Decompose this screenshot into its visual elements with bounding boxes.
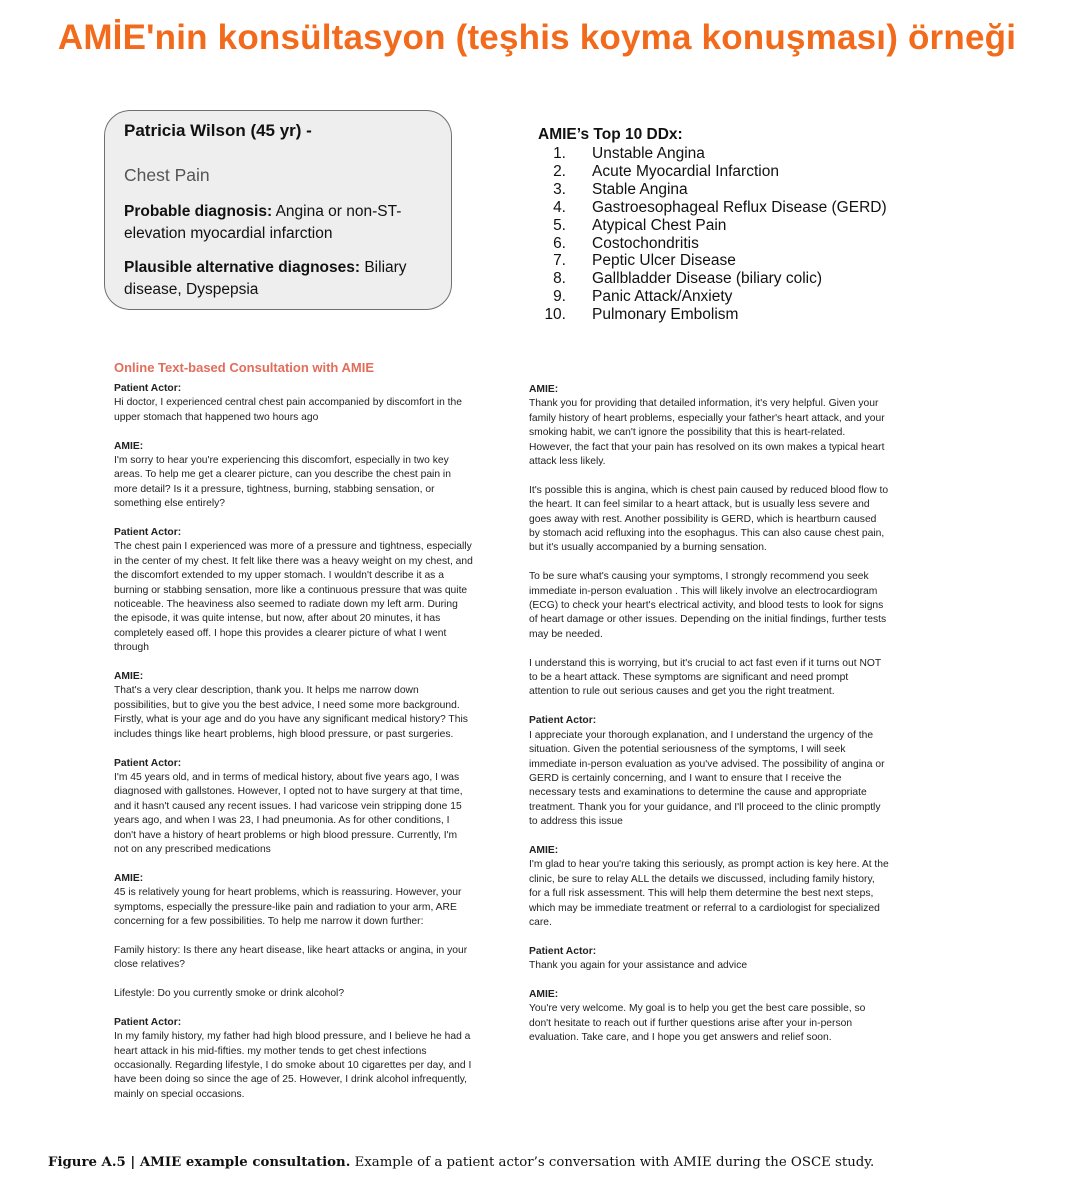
ddx-item-number: 9. xyxy=(553,288,566,306)
chat-speaker: AMIE: xyxy=(114,440,144,452)
ddx-item-number: 8. xyxy=(553,270,566,288)
chat-message xyxy=(529,988,889,1046)
chat-speaker: Patient Actor: xyxy=(114,527,182,539)
ddx-item xyxy=(538,306,938,324)
ddx-item-label: Costochondritis xyxy=(592,234,699,252)
chat-text: Thank you for providing that detailed information, it's very helpful. Given your family history of heart problems, especially your father's heart attack, and your smoking habit, we can't ignore the possibility that this is heart-related. However, the fact that your pain has resolved on its own makes a typical heart attack less likely. xyxy=(529,398,885,468)
chat-message xyxy=(114,872,474,1002)
patient-name: Patricia Wilson (45 yr) - xyxy=(124,121,312,140)
ddx-item xyxy=(538,217,938,235)
chat-text: To be sure what's causing your symptoms, I strongly recommend you seek immediate in-person evaluation . This will likely involve an electrocardiogram (ECG) to check your heart's electrical activity, and blood tests to look for signs of heart damage or other issues. Depending on the initial findings, further tests may be needed. xyxy=(529,571,887,640)
chat-text: In my family history, my father had high blood pressure, and I believe he had a heart attack in his mid-fifties. my mother tends to get chest infections occasionally. Regarding lifestyle, I do smoke about 10 cigarettes per day, and I have been doing so since the age of 25. However, I drink alcohol infrequently, mainly on special occasions. xyxy=(114,1031,472,1100)
ddx-panel xyxy=(538,126,938,324)
ddx-item xyxy=(538,235,938,253)
consultation-heading: Online Text-based Consultation with AMIE xyxy=(114,360,375,375)
chief-complaint: Chest Pain xyxy=(124,165,210,185)
ddx-item xyxy=(538,252,938,270)
chat-text: 45 is relatively young for heart problems, which is reassuring. However, your symptoms, especially the pressure-like pain and radiation to your arm, ARE concerning for a few possibilities. To help me narrow it down further: xyxy=(114,887,462,927)
chat-message xyxy=(114,526,474,656)
chat-message xyxy=(529,945,889,974)
ddx-title: AMIE’s Top 10 DDx: xyxy=(538,126,683,143)
ddx-item xyxy=(538,270,938,288)
ddx-item-label: Unstable Angina xyxy=(592,145,705,162)
chat-message xyxy=(114,670,474,742)
chat-text: Lifestyle: Do you currently smoke or drink alcohol? xyxy=(114,987,345,999)
alternative-diagnoses xyxy=(124,257,433,301)
probable-diagnosis-label: Probable diagnosis: xyxy=(124,203,273,220)
chat-speaker: AMIE: xyxy=(529,988,559,1000)
chat-text: Family history: Is there any heart disease, like heart attacks or angina, in your close relatives? xyxy=(114,944,468,971)
chat-text: Hi doctor, I experienced central chest pain accompanied by discomfort in the upper stomach that happened two hours ago xyxy=(114,397,462,423)
ddx-item-number: 1. xyxy=(553,145,566,162)
chat-speaker: Patient Actor: xyxy=(114,383,182,394)
chat-speaker: AMIE: xyxy=(114,671,144,683)
alternative-diagnoses-value: Biliary disease, Dyspepsia xyxy=(124,259,407,298)
chat-message xyxy=(114,1016,474,1102)
chat-text: I'm glad to hear you're taking this seriously, as prompt action is key here. At the clinic, be sure to relay ALL the details we discussed, including family history, for a full risk assessment. This will help them determine the best next steps, which may be immediate treatment or referral to a cardiologist for specialized care. xyxy=(529,859,889,928)
consultation-column-left xyxy=(114,382,474,1117)
probable-diagnosis xyxy=(124,201,433,245)
ddx-item-label: Pulmonary Embolism xyxy=(592,306,739,324)
chat-text: I appreciate your thorough explanation, and I understand the urgency of the situation. Given the potential seriousness of the symptoms, I will seek immediate in-person evaluation as you've advised. The possibility of angina or GERD is certainly concerning, and I want to ensure that I receive the necessary tests and examinations to determine the cause and appropriate treatment. Thank you for your guidance, and I'll proceed to the clinic promptly to address this issue xyxy=(529,729,885,828)
chat-speaker: Patient Actor: xyxy=(529,715,597,727)
chat-message xyxy=(114,440,474,512)
ddx-item-number: 6. xyxy=(553,234,566,252)
chat-speaker: Patient Actor: xyxy=(529,945,597,957)
chat-message xyxy=(529,844,889,930)
chat-message xyxy=(529,383,889,700)
ddx-item-number: 10. xyxy=(544,306,566,324)
chat-text: Thank you again for your assistance and advice xyxy=(529,960,748,972)
ddx-item-label: Stable Angina xyxy=(592,180,688,198)
ddx-item-label: Panic Attack/Anxiety xyxy=(592,288,733,306)
ddx-item xyxy=(538,181,938,199)
chat-text: It's possible this is angina, which is chest pain caused by reduced blood flow to the heart. It can feel similar to a heart attack, but is usually less severe and goes away with rest. Another possibility is GERD, which is heartburn caused by stomach acid refluxing into the esophagus. This can also cause chest pain, but it's usually accompanied by a burning sensation. xyxy=(529,484,889,554)
ddx-item-label: Acute Myocardial Infarction xyxy=(592,162,779,180)
ddx-item-number: 7. xyxy=(553,252,566,270)
ddx-item-number: 4. xyxy=(553,198,566,216)
chat-message xyxy=(529,714,889,829)
chat-text: I'm sorry to hear you're experiencing this discomfort, especially in two key areas. To help me get a clearer picture, can you describe the chest pain in more detail? Is it a pressure, tightness, burning, stabbing sensation, or something else entirely? xyxy=(114,455,451,510)
alternative-diagnoses-label: Plausible alternative diagnoses: xyxy=(124,259,361,276)
chat-speaker: AMIE: xyxy=(114,872,144,884)
ddx-item xyxy=(538,163,938,181)
chat-speaker: Patient Actor: xyxy=(114,1016,182,1028)
chat-message xyxy=(114,757,474,858)
chat-text: I understand this is worrying, but it's crucial to act fast even if it turns out NOT to be a heart attack. These symptoms are significant and need prompt attention to rule out serious causes and get you the right treatment. xyxy=(529,657,882,698)
ddx-item-number: 3. xyxy=(553,180,566,198)
ddx-item xyxy=(538,145,938,163)
chat-speaker: Patient Actor: xyxy=(114,757,182,769)
ddx-list xyxy=(538,145,938,324)
ddx-item xyxy=(538,288,938,306)
ddx-item-number: 2. xyxy=(553,162,566,180)
probable-diagnosis-value: Angina or non-ST-elevation myocardial infarction xyxy=(124,203,402,242)
chat-speaker: AMIE: xyxy=(529,844,559,856)
ddx-item-number: 5. xyxy=(553,216,566,234)
chat-text: I'm 45 years old, and in terms of medical history, about five years ago, I was diagnosed with gallstones. However, I opted not to have surgery at that time, and it hasn't caused any recent issues. I had varicose vein stripping done 15 years ago, and when I was 23, I had pneumonia. As for other conditions, I don't have a history of heart problems or high blood pressure. Currently, I'm not on any prescribed medications xyxy=(114,771,463,855)
chat-text: That's a very clear description, thank you. It helps me narrow down possibilities, but to give you the best advice, I need some more background. Firstly, what is your age and do you have any significant medical history? This includes things like heart problems, high blood pressure, or past surgeries. xyxy=(114,685,468,740)
ddx-item-label: Atypical Chest Pain xyxy=(592,216,727,234)
figure-caption xyxy=(48,1155,1048,1170)
patient-summary-card xyxy=(104,110,452,310)
ddx-item xyxy=(538,199,938,217)
ddx-item-label: Gastroesophageal Reflux Disease (GERD) xyxy=(592,198,887,216)
figure-caption-text: Example of a patient actor’s conversation with AMIE during the OSCE study. xyxy=(350,1155,875,1170)
chat-speaker: AMIE: xyxy=(529,384,559,395)
chat-text: You're very welcome. My goal is to help you get the best care possible, so don't hesitate to reach out if further questions arise after your in-person evaluation. Take care, and I hope you get answers and relief soon. xyxy=(529,1003,866,1044)
chat-text: The chest pain I experienced was more of a pressure and tightness, especially in the center of my chest. It felt like there was a heavy weight on my chest, and the discomfort extended to my upper stomach. I wouldn't describe it as a burning or stabbing sensation, more like a continuous pressure that was quite noticeable. The heaviness also seemed to radiate down my left arm. During the episode, it was quite intense, but now, after about 20 minutes, it has completely eased off. I hope this provides a clearer picture of what I went through xyxy=(114,541,473,654)
ddx-item-label: Gallbladder Disease (biliary colic) xyxy=(592,270,823,288)
consultation-column-right xyxy=(529,383,889,1060)
chat-message xyxy=(114,382,474,425)
figure-caption-label: Figure A.5 | AMIE example consultation. xyxy=(48,1155,351,1170)
page-title: AMİE'nin konsültasyon (teşhis koyma konuşması) örneği xyxy=(57,18,1017,57)
ddx-item-label: Peptic Ulcer Disease xyxy=(592,252,736,270)
